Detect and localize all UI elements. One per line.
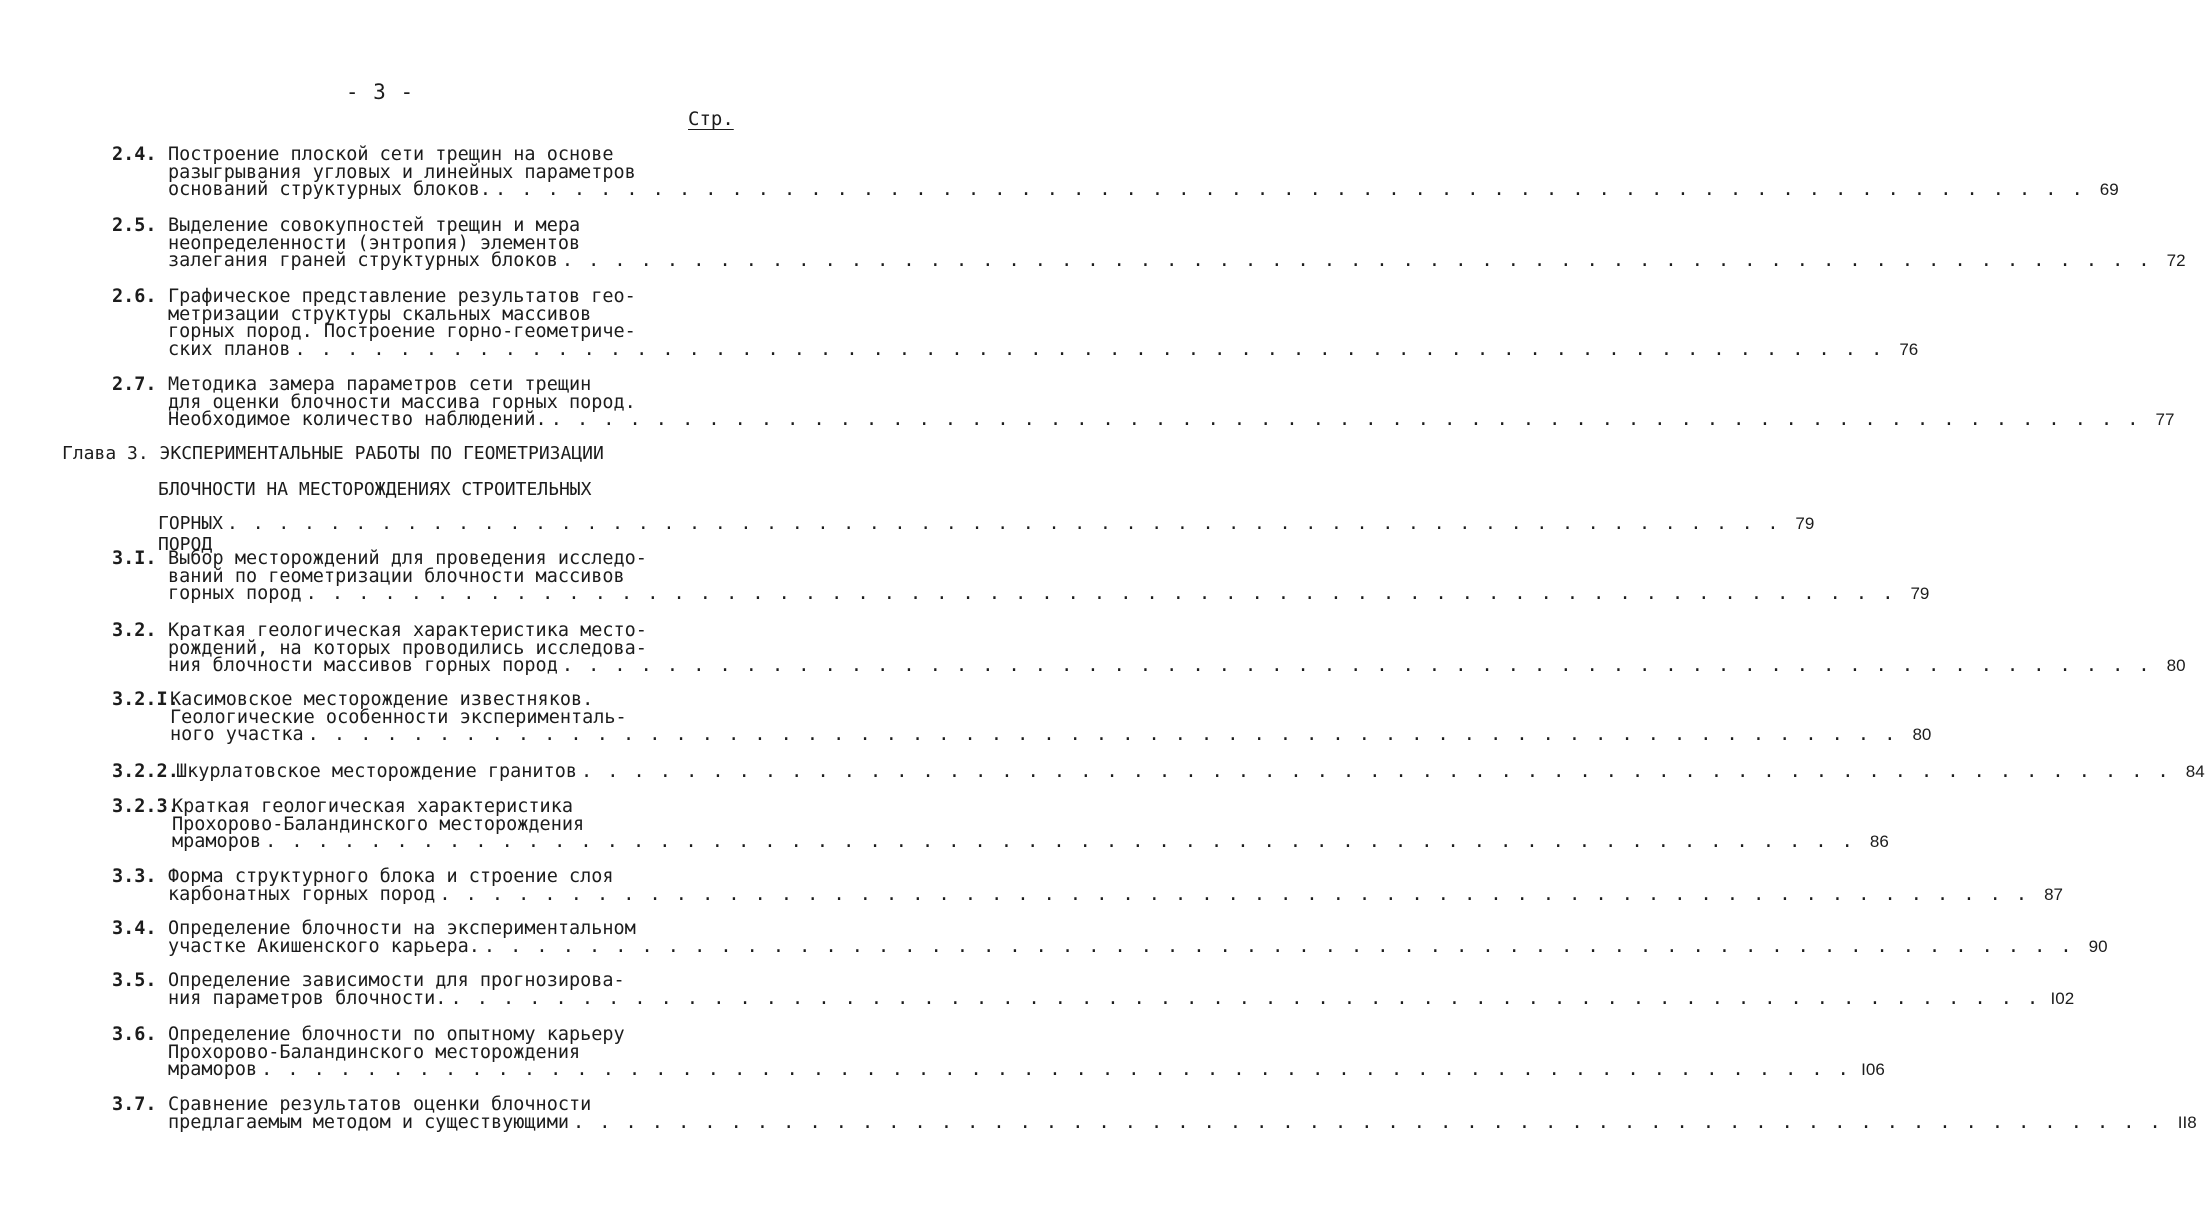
entry-number: 3.4. bbox=[112, 918, 157, 939]
entry-text-line: Определение блочности на экспериментальном bbox=[168, 918, 636, 939]
dot-leader: . . . . . . . . . . . . . . . . . . . . . . . . . . . . . . . . . . . . . . . . . . . . . . . . . . . . . . . . . . . . . bbox=[307, 724, 1898, 745]
entry-text-line: ного участка bbox=[170, 724, 304, 745]
dot-leader: . . . . . . . . . . . . . . . . . . . . . . . . . . . . . . . . . . . . . . . . . . . . . . . . . . . . . . . . . . . . . bbox=[265, 831, 1855, 852]
entry-text-line: Определение зависимости для прогнозирова- bbox=[168, 970, 625, 991]
entry-text-line: ния блочности массивов горных пород bbox=[168, 655, 558, 676]
entry-page: 79 bbox=[1795, 514, 1815, 533]
dot-leader: . . . . . . . . . . . . . . . . . . . . . . . . . . . . . . . . . . . . . . . . . . . . . . . . . . . . . . . . . . . . . bbox=[227, 513, 1781, 534]
entry-page: 72 bbox=[2166, 251, 2186, 270]
dot-leader: . . . . . . . . . . . . . . . . . . . . . . . . . . . . . . . . . . . . . . . . . . . . . . . . . . . . . . . . . . . . . bbox=[261, 1059, 1851, 1080]
entry-text-line: ния параметров блочности. bbox=[168, 987, 447, 1009]
entry-text-line: метризации структуры скальных массивов bbox=[168, 303, 592, 325]
entry-number: 3.5. bbox=[112, 970, 157, 991]
entry-text-line: Геологические особенности эксперименталь- bbox=[170, 706, 627, 728]
entry-text-line: неопределенности (энтропия) элементов bbox=[168, 232, 581, 254]
entry-number: 3.6. bbox=[112, 1024, 157, 1045]
entry-page: 84 bbox=[2185, 762, 2205, 781]
page-number: - 3 - bbox=[345, 80, 415, 104]
entry-page: 69 bbox=[2099, 180, 2119, 199]
entry-text-line: Необходимое количество наблюдений. bbox=[168, 409, 547, 430]
entry-text-line: Прохорово-Баландинского месторождения bbox=[168, 1041, 581, 1063]
dot-leader: . . . . . . . . . . . . . . . . . . . . . . . . . . . . . . . . . . . . . . . . . . . . . . . . . . . . . . . . . . . . . bbox=[561, 655, 2152, 676]
entry-text-line: Выбор месторождений для проведения исследо- bbox=[168, 548, 647, 569]
entry-text-line: Прохорово-Баландинского месторождения bbox=[172, 813, 585, 835]
entry-text-line: Определение блочности по опытному карьеру bbox=[168, 1024, 625, 1045]
dot-leader: . . . . . . . . . . . . . . . . . . . . . . . . . . . . . . . . . . . . . . . . . . . . . . . . . . . . . . . . . . . . . bbox=[572, 1111, 2163, 1133]
entry-text-line: Построение плоской сети трещин на основе bbox=[168, 144, 614, 165]
entry-number: 2.4. bbox=[112, 144, 157, 165]
chapter-heading-line: ГОРНЫХ ПОРОД bbox=[158, 513, 224, 555]
entry-text-line: Краткая геологическая характеристика место- bbox=[168, 620, 647, 641]
entry-text-line: Сравнение результатов оценки блочности bbox=[168, 1094, 592, 1115]
entry-number: 3.2.2. bbox=[112, 761, 179, 782]
dot-leader: . . . . . . . . . . . . . . . . . . . . . . . . . . . . . . . . . . . . . . . . . . . . . . . . . . . . . . . . . . . . . bbox=[483, 935, 2074, 957]
entry-text-line: разыгрывания угловых и линейных параметров bbox=[168, 161, 636, 183]
entry-number: 3.7. bbox=[112, 1094, 157, 1115]
entry-text-line: участке Акишенского карьера. bbox=[168, 935, 480, 957]
entry-number: 3.2. bbox=[112, 620, 157, 641]
dot-leader: . . . . . . . . . . . . . . . . . . . . . . . . . . . . . . . . . . . . . . . . . . . . . . . . . . . . . . . . . . . . . bbox=[561, 250, 2152, 271]
entry-page: 77 bbox=[2155, 410, 2175, 429]
entry-number: 3.2.I. bbox=[112, 689, 179, 710]
dot-leader: . . . . . . . . . . . . . . . . . . . . . . . . . . . . . . . . . . . . . . . . . . . . . . . . . . . . . . . . . . . . . bbox=[550, 409, 2141, 430]
dot-leader: . . . . . . . . . . . . . . . . . . . . . . . . . . . . . . . . . . . . . . . . . . . . . . . . . . . . . . . . . . . . . bbox=[495, 179, 2085, 200]
entry-text-line: Шкурлатовское месторождение гранитов bbox=[176, 761, 577, 782]
entry-number: 2.6. bbox=[112, 286, 157, 307]
dot-leader: . . . . . . . . . . . . . . . . . . . . . . . . . . . . . . . . . . . . . . . . . . . . . . . . . . . . . . . . . . . . . bbox=[305, 583, 1896, 604]
entry-text-line: мраморов bbox=[172, 831, 262, 852]
entry-page: 79 bbox=[1910, 584, 1930, 603]
entry-page: 80 bbox=[1912, 725, 1932, 744]
entry-page: 86 bbox=[1869, 832, 1889, 851]
entry-text-line: Графическое представление результатов гео- bbox=[168, 286, 636, 307]
entry-text-line: горных пород. Построение горно-геометриче- bbox=[168, 321, 636, 342]
page-column-label: Стр. bbox=[688, 108, 734, 130]
entry-page: 90 bbox=[2088, 936, 2108, 956]
dot-leader: . . . . . . . . . . . . . . . . . . . . . . . . . . . . . . . . . . . . . . . . . . . . . . . . . . . . . . . . . . . . . bbox=[294, 338, 1885, 360]
chapter-heading: Глава 3. ЭКСПЕРИМЕНТАЛЬНЫЕ РАБОТЫ ПО ГЕОМЕТРИЗАЦИИ bbox=[62, 443, 604, 464]
entry-page: I06 bbox=[1861, 1060, 1885, 1079]
entry-number: 3.I. bbox=[112, 548, 157, 569]
entry-page: II8 bbox=[2177, 1112, 2197, 1132]
entry-text-line: мраморов bbox=[168, 1059, 258, 1080]
entry-page: 80 bbox=[2166, 656, 2186, 675]
entry-text-line: карбонатных горных пород bbox=[168, 883, 436, 905]
entry-text-line: залегания граней структурных блоков bbox=[168, 250, 558, 271]
entry-text-line: рождений, на которых проводились исследова- bbox=[168, 637, 647, 659]
entry-text-line: Выделение совокупностей трещин и мера bbox=[168, 215, 581, 236]
entry-number: 2.7. bbox=[112, 374, 157, 395]
entry-text-line: горных пород bbox=[168, 583, 302, 604]
entry-text-line: Касимовское месторождение известняков. bbox=[170, 689, 594, 710]
dot-leader: . . . . . . . . . . . . . . . . . . . . . . . . . . . . . . . . . . . . . . . . . . . . . . . . . . . . . . . . . . . . . bbox=[450, 987, 2041, 1009]
entry-number: 3.3. bbox=[112, 866, 157, 887]
dot-leader: . . . . . . . . . . . . . . . . . . . . . . . . . . . . . . . . . . . . . . . . . . . . . . . . . . . . . . . . . . . . . bbox=[439, 883, 2030, 905]
entry-text-line: Методика замера параметров сети трещин bbox=[168, 374, 592, 395]
entry-text-line: Форма структурного блока и строение слоя bbox=[168, 866, 614, 887]
entry-number: 3.2.3. bbox=[112, 796, 179, 817]
entry-text-line: оснований структурных блоков. bbox=[168, 179, 492, 200]
entry-text-line: Краткая геологическая характеристика bbox=[172, 796, 573, 817]
entry-text-line: предлагаемым методом и существующими bbox=[168, 1111, 569, 1133]
entry-page: 76 bbox=[1899, 339, 1919, 359]
entry-text-line: ваний по геометризации блочности массивов bbox=[168, 565, 625, 587]
entry-page: 87 bbox=[2044, 884, 2064, 904]
entry-text-line: для оценки блочности массива горных пород. bbox=[168, 391, 636, 413]
entry-text-line: ских планов bbox=[168, 338, 291, 360]
chapter-heading-line: БЛОЧНОСТИ НА МЕСТОРОЖДЕНИЯХ СТРОИТЕЛЬНЫХ bbox=[158, 479, 592, 500]
entry-page: I02 bbox=[2050, 988, 2075, 1008]
entry-number: 2.5. bbox=[112, 215, 157, 236]
dot-leader: . . . . . . . . . . . . . . . . . . . . . . . . . . . . . . . . . . . . . . . . . . . . . . . . . . . . . . . . . . . . . bbox=[580, 761, 2171, 782]
